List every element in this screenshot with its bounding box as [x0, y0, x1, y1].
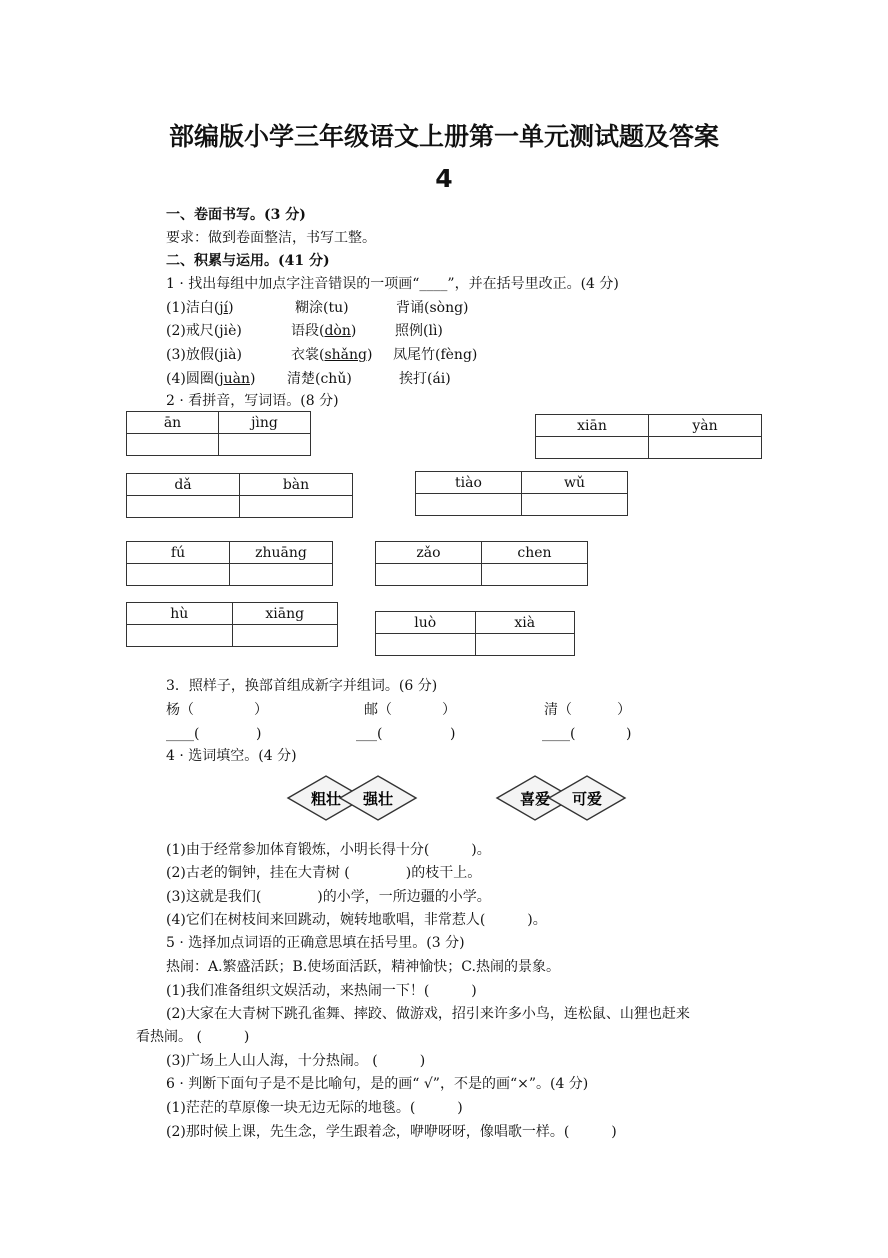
q3-char-2-close: ）: [442, 702, 456, 718]
q3-blank-2-close: ): [450, 726, 456, 742]
write-cell[interactable]: [240, 496, 353, 518]
q5-prompt: 5 · 选择加点词语的正确意思填在括号里。(3 分): [166, 935, 465, 951]
write-cell[interactable]: [649, 437, 762, 459]
pinyin-label: luò: [376, 612, 476, 634]
pinyin-label: tiào: [416, 472, 522, 494]
q1-row-4-b: 清楚(chǔ): [287, 371, 352, 387]
pinyin-label: xiān: [536, 415, 649, 437]
q5-item-2: (2)大家在大青树下跳孔雀舞、摔跤、做游戏，招引来许多小鸟，连松鼠、山狸也赶来: [166, 1006, 690, 1022]
pinyin-box-8: [375, 611, 575, 656]
write-cell[interactable]: [416, 494, 522, 516]
q3-prompt: 3．照样子，换部首组成新字并组词。(6 分): [166, 678, 438, 694]
pinyin-label: bàn: [240, 474, 353, 496]
q4-item-1: (1)由于经常参加体育锻炼，小明长得十分( )。: [166, 842, 491, 858]
word-diamond-group-1: [286, 774, 421, 822]
q6-item-1: (1)茫茫的草原像一块无边无际的地毯。( ): [166, 1100, 463, 1116]
pinyin-box-1: [126, 411, 311, 456]
write-cell[interactable]: [536, 437, 649, 459]
section-1-heading: 一、卷面书写。(3 分): [166, 207, 306, 223]
pinyin-box-3: [126, 473, 353, 518]
pinyin-box-5: [126, 541, 333, 586]
write-cell[interactable]: [127, 625, 233, 647]
pinyin-box-7: [126, 602, 338, 647]
q1-row-3: (3)放假(jià): [166, 347, 242, 363]
pinyin-label: chen: [482, 542, 588, 564]
q1-row-3-b: 衣裳(shǎng): [291, 347, 373, 363]
pinyin-label: dǎ: [127, 474, 240, 496]
pinyin-label: xià: [475, 612, 575, 634]
pinyin-label: fú: [127, 542, 230, 564]
q3-char-3: 清（: [544, 702, 572, 718]
write-cell[interactable]: [232, 625, 338, 647]
q4-prompt: 4 · 选词填空。(4 分): [166, 748, 297, 764]
pinyin-label: zhuāng: [230, 542, 333, 564]
pinyin-label: ān: [127, 412, 219, 434]
q1-row-1-c: 背诵(sòng): [396, 300, 469, 316]
word-option: 强壮: [362, 790, 394, 808]
write-cell[interactable]: [219, 434, 311, 456]
word-diamond-group-2: [495, 774, 630, 822]
pinyin-label: zǎo: [376, 542, 482, 564]
pinyin-label: jìng: [219, 412, 311, 434]
q4-item-3: (3)这就是我们( )的小学，一所边疆的小学。: [166, 889, 491, 905]
q5-item-3: (3)广场上人山人海，十分热闹。 ( ): [166, 1053, 426, 1069]
page-title-number: 4: [435, 164, 453, 193]
q1-row-1-b: 糊涂(tu): [295, 300, 349, 316]
write-cell[interactable]: [127, 564, 230, 586]
q2-prompt: 2 · 看拼音，写词语。(8 分): [166, 393, 339, 409]
q3-blank-3[interactable]: ____(: [542, 726, 576, 742]
pinyin-box-6: [375, 541, 588, 586]
word-option: 粗壮: [310, 790, 342, 808]
pinyin-label: yàn: [649, 415, 762, 437]
write-cell[interactable]: [376, 634, 476, 656]
q1-row-2: (2)戒尺(jiè): [166, 323, 242, 339]
q5-definition: 热闹：A.繁盛活跃；B.使场面活跃，精神愉快；C.热闹的景象。: [166, 959, 560, 975]
q3-blank-1[interactable]: ____(: [166, 726, 200, 742]
q3-blank-3-close: ): [626, 726, 632, 742]
q3-char-2: 邮（: [364, 702, 392, 718]
q4-item-4: (4)它们在树枝间来回跳动，婉转地歌唱，非常惹人( )。: [166, 912, 547, 928]
pinyin-label: wǔ: [522, 472, 628, 494]
q1-row-1: (1)洁白(jí): [166, 300, 234, 316]
q3-char-1: 杨（: [166, 702, 194, 718]
section-2-heading: 二、积累与运用。(41 分): [166, 253, 330, 269]
q3-blank-1-close: ): [256, 726, 262, 742]
q3-char-1-close: ）: [254, 702, 268, 718]
q6-prompt: 6 · 判断下面句子是不是比喻句，是的画“ √”，不是的画“×”。(4 分): [166, 1076, 589, 1092]
write-cell[interactable]: [475, 634, 575, 656]
word-option: 可爱: [571, 790, 603, 808]
pinyin-label: xiāng: [232, 603, 338, 625]
q1-row-3-c: 凤尾竹(fèng): [393, 347, 478, 363]
q5-item-2-cont: 看热闹。 ( ): [136, 1029, 250, 1045]
section-1-requirement: 要求：做到卷面整洁，书写工整。: [166, 230, 376, 246]
q1-row-2-b: 语段(dòn): [291, 323, 357, 339]
q3-char-3-close: ）: [617, 702, 631, 718]
q6-item-2: (2)那时候上课，先生念，学生跟着念，咿咿呀呀，像唱歌一样。( ): [166, 1124, 617, 1140]
q1-row-4-c: 挨打(ái): [399, 371, 451, 387]
write-cell[interactable]: [376, 564, 482, 586]
pinyin-box-2: [535, 414, 762, 459]
q1-prompt: 1 · 找出每组中加点字注音错误的一项画“____”，并在括号里改正。(4 分): [166, 276, 619, 292]
q3-blank-2[interactable]: ___(: [356, 726, 383, 742]
write-cell[interactable]: [482, 564, 588, 586]
write-cell[interactable]: [127, 496, 240, 518]
q1-row-2-c: 照例(lì): [395, 323, 443, 339]
q4-item-2: (2)古老的铜钟，挂在大青树 ( )的枝干上。: [166, 865, 482, 881]
write-cell[interactable]: [127, 434, 219, 456]
write-cell[interactable]: [230, 564, 333, 586]
pinyin-box-4: [415, 471, 628, 516]
write-cell[interactable]: [522, 494, 628, 516]
q1-row-4: (4)圆圈(juàn): [166, 371, 256, 387]
word-option: 喜爱: [519, 790, 551, 808]
page-title: 部编版小学三年级语文上册第一单元测试题及答案: [168, 122, 719, 151]
pinyin-label: hù: [127, 603, 233, 625]
q5-item-1: (1)我们准备组织文娱活动，来热闹一下！( ): [166, 983, 477, 999]
